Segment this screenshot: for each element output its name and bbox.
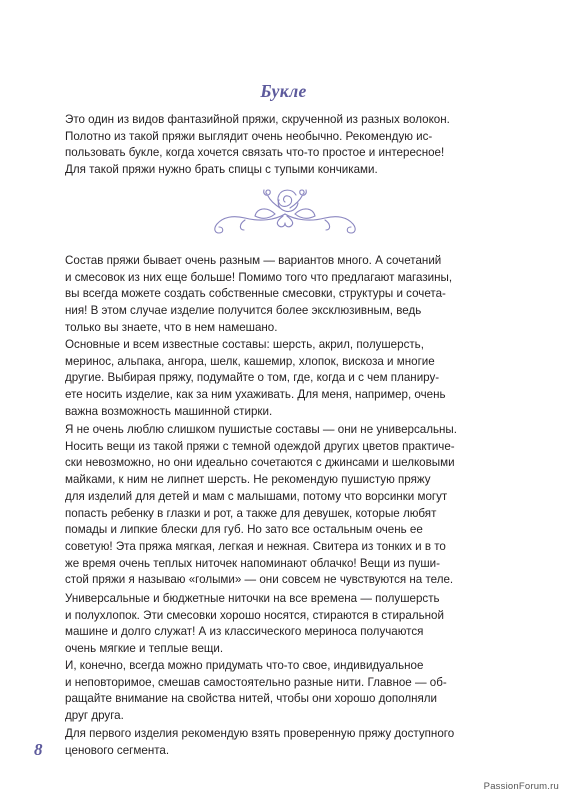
text-line: ски невозможно, но они идеально сочетаются с джинсами и шелковыми (65, 456, 455, 470)
paragraph-own-mix (65, 658, 505, 725)
watermark: PassionForum.ru (483, 781, 559, 792)
text-line: Универсальные и бюджетные ниточки на все времена — полушерсть (65, 592, 440, 605)
text-line: и смесовок из них еще больше! Помимо того что предлагают магазины, (65, 270, 453, 284)
text-line: Я не очень люблю слишком пушистые составы — они не универсальны. (65, 423, 457, 436)
text-line: меринос, альпака, ангора, шелк, кашемир, хлопок, вискоза и многие (65, 354, 435, 368)
text-line: и полухлопок. Эти смесовки хорошо носятся, стираются в стиральной (65, 608, 444, 622)
text-line: Носить вещи из такой пряжи с темной одеждой других цветов практиче- (65, 439, 455, 453)
text-line: Основные и всем известные составы: шерсть, акрил, полушерсть, (65, 338, 424, 351)
text-line: другие. Выбирая пряжу, подумайте о том, где, когда и с чем планиру- (65, 371, 440, 385)
paragraph-universal (65, 591, 505, 658)
text-line: майками, к ним не липнет шерсть. Не рекомендую пушистую пряжу (65, 473, 431, 487)
text-line: Для такой пряжи нужно брать спицы с тупыми кончиками. (65, 163, 378, 177)
text-line: Для первого изделия рекомендую взять проверенную пряжу доступного (65, 727, 455, 740)
text-line: ете носить изделие, как за ним ухаживать. Для меня, например, очень (65, 388, 446, 402)
text-line: для изделий для детей и мам с малышами, потому что ворсинки могут (65, 489, 448, 503)
paragraph-composition (65, 253, 505, 337)
text-line: помады и липкие блески для губ. Но зато все остальным очень ее (65, 523, 423, 537)
text-line: важна возможность машинной стирки. (65, 404, 273, 418)
floral-ornament-icon (205, 180, 365, 240)
text-line: ния! В этом случае изделие получится более эксклюзивным, ведь (65, 304, 422, 318)
text-line: только вы знаете, что в нем намешано. (65, 320, 278, 334)
text-line: ращайте внимание на свойства нитей, чтобы они хорошо дополняли (65, 692, 438, 706)
text-line: же время очень теплых ниточек напоминают облачко! Вещи из пуши- (65, 556, 440, 570)
text-line: попасть ребенку в глазки и рот, а также для девушек, которые любят (65, 506, 437, 520)
text-line: стой пряжи я называю «голыми» — они совсем не чувствуются на теле. (65, 573, 454, 587)
text-line: машине и долго служат! А из классического мериноса получаются (65, 625, 424, 639)
text-line: вы всегда можете создать собственные смесовки, структуры и сочета- (65, 287, 446, 301)
paragraph-intro (65, 112, 505, 179)
text-line: Это один из видов фантазийной пряжи, скрученной из разных волокон. (65, 113, 450, 126)
text-line: и неповторимое, смешав самостоятельно разные нити. Главное — об- (65, 675, 447, 689)
paragraph-first-project (65, 726, 505, 759)
text-line: очень мягкие и теплые вещи. (65, 642, 224, 656)
text-line: Состав пряжи бывает очень разным — вариантов много. А сочетаний (65, 254, 442, 267)
paragraph-main-fibers (65, 337, 505, 421)
text-line: пользовать букле, когда хочется связать что-то простое и интересное! (65, 146, 445, 160)
text-line: ценового сегмента. (65, 743, 170, 757)
text-line: друг друга. (65, 709, 124, 723)
text-line: И, конечно, всегда можно придумать что-то свое, индивидуальное (65, 659, 424, 672)
text-line: Полотно из такой пряжи выглядит очень необычно. Рекомендую ис- (65, 129, 433, 143)
page-number: 8 (34, 740, 43, 759)
section-title: Букле (260, 81, 307, 101)
paragraph-fluffy-yarn (65, 422, 505, 589)
text-line: советую! Эта пряжа мягкая, легкая и нежная. Свитера из тонких и в то (65, 539, 446, 553)
